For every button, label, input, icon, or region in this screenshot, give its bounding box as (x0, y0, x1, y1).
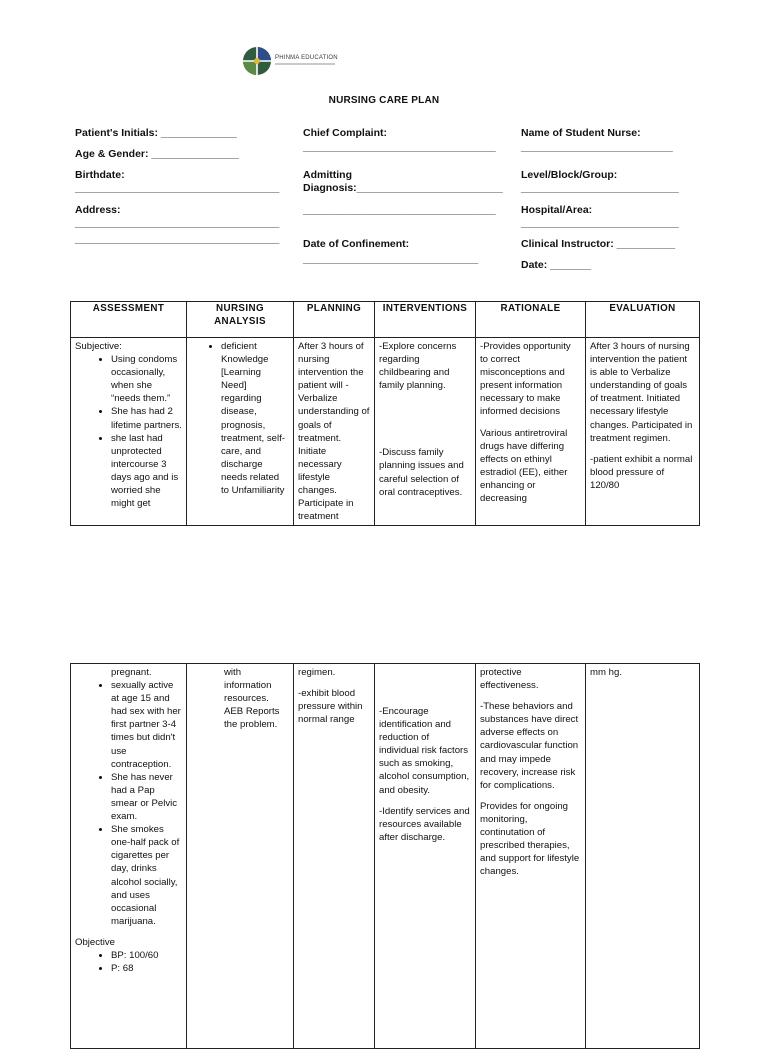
hospital-area-label: Hospital/Area: (521, 204, 593, 216)
planning-cell (294, 338, 375, 526)
evaluation-text: mm hg. (590, 667, 622, 678)
table-header-row (71, 302, 700, 338)
objective-label: Objective (75, 936, 115, 948)
rationale-text: -Provides opportunity to correct misconceptions and present information necessary to make informed decisions (480, 341, 571, 418)
table-row (71, 664, 700, 1049)
list-item: • she last had unprotected intercourse 3 days ago and is worried she might get (111, 432, 182, 511)
rationale-text: -These behaviors and substances have direct adverse effects on cardiovascular function and may impede recovery, increase risk for complications. (480, 701, 579, 791)
logo-globe-icon (242, 46, 272, 76)
evaluation-cell (586, 664, 700, 1049)
intervention-text: -Encourage identification and reduction of individual risk factors such as smoking, alcohol consumption, and obesity. (379, 706, 470, 796)
header-planning: PLANNING (294, 302, 375, 338)
assessment-cell (71, 664, 187, 1049)
patient-initials-field[interactable]: Patient's Initials: _____________ (75, 127, 237, 139)
header-rationale: RATIONALE (476, 302, 586, 338)
header-interventions: INTERVENTIONS (375, 302, 476, 338)
header-nursing-analysis: NURSING ANALYSIS (187, 302, 294, 338)
subjective-label: Subjective: (75, 341, 122, 352)
birthdate-label: Birthdate: (75, 169, 125, 181)
date-confinement-field[interactable]: ______________________________ (303, 253, 479, 265)
list-item: • deficient Knowledge [Learning Need] regarding disease, prognosis, treatment, self-care, and discharge needs related to Unfamiliarity (221, 340, 289, 497)
rationale-cell (476, 664, 586, 1049)
interventions-cell (375, 338, 476, 526)
planning-cell (294, 664, 375, 1049)
date-confinement-label: Date of Confinement: (303, 238, 410, 250)
care-plan-table-page1 (70, 301, 700, 526)
address-field-line2[interactable]: ___________________________________ (75, 233, 280, 245)
list-item: • She smokes one-half pack of cigarettes per day, drinks alcohol socially, and uses occasional marijuana. (111, 823, 182, 928)
evaluation-text: After 3 hours of nursing intervention the patient is able to Verbalize understanding of goals of treatment. Initiated necessary lifestyle changes. Participated in treatment regimen. (590, 341, 693, 444)
clinical-instructor-field[interactable]: Clinical Instructor: __________ (521, 238, 676, 250)
admitting-diagnosis-field[interactable]: Diagnosis:_________________________ (303, 182, 503, 194)
intervention-text: -Discuss family planning issues and careful selection of oral contraceptives. (379, 447, 464, 498)
level-block-field[interactable]: ___________________________ (521, 182, 679, 194)
phinma-logo (242, 46, 342, 76)
chief-complaint-field[interactable]: _________________________________ (303, 141, 496, 153)
planning-text: regimen. (298, 667, 336, 678)
planning-text: After 3 hours of nursing intervention the patient will -Verbalize understanding of goals of treatment. Initiate necessary lifestyle changes. Participate in treatment (298, 341, 370, 523)
table-row (71, 338, 700, 526)
address-label: Address: (75, 204, 121, 216)
list-item: • P: 68 (111, 962, 182, 975)
birthdate-field[interactable]: ___________________________________ (75, 182, 280, 194)
admitting-label: Admitting (303, 169, 352, 181)
care-plan-table-page2 (70, 663, 700, 1049)
list-item: • sexually active at age 15 and had sex with her first partner 3-4 times but didn't use contraception. (111, 679, 182, 771)
rationale-text: protective effectiveness. (480, 667, 539, 692)
assessment-cell (71, 338, 187, 526)
header-assessment: ASSESSMENT (71, 302, 187, 338)
assessment-continuation: pregnant. (111, 667, 152, 678)
chief-complaint-label: Chief Complaint: (303, 127, 387, 139)
document-title: NURSING CARE PLAN (328, 95, 440, 106)
list-item: • Using condoms occasionally, when she “needs them.” (111, 353, 182, 405)
list-item: • BP: 100/60 (111, 949, 182, 962)
student-nurse-field[interactable]: __________________________ (521, 141, 673, 153)
address-field-line1[interactable]: ___________________________________ (75, 217, 280, 229)
logo-text: PHINMA EDUCATION (275, 55, 338, 61)
rationale-text: Provides for ongoing monitoring, continutation of prescribed therapies, and support for lifestyle changes. (480, 800, 580, 878)
logo-tagline-bar (275, 63, 335, 65)
rationale-text: Various antiretroviral drugs have differing effects on ethinyl estradiol (EE), either enhancing or decreasing (480, 427, 568, 505)
list-item: • She has never had a Pap smear or Pelvic exam. (111, 771, 182, 823)
planning-text: -exhibit blood pressure within normal range (298, 688, 363, 726)
header-evaluation: EVALUATION (586, 302, 700, 338)
evaluation-text: -patient exhibit a normal blood pressure of 120/80 (590, 453, 693, 491)
level-block-label: Level/Block/Group: (521, 169, 618, 181)
rationale-cell (476, 338, 586, 526)
intervention-text: -Identify services and resources available after discharge. (379, 805, 470, 843)
intervention-text: -Explore concerns regarding childbearing and family planning. (379, 341, 457, 392)
list-item: • She has had 2 lifetime partners. (111, 405, 182, 431)
blank-field-line[interactable]: _________________________________ (303, 204, 496, 216)
student-nurse-label: Name of Student Nurse: (521, 127, 641, 139)
date-field[interactable]: Date: _______ (521, 259, 592, 271)
hospital-area-field[interactable]: ___________________________ (521, 217, 679, 229)
nursing-analysis-cell (187, 664, 294, 1049)
age-gender-field[interactable]: Age & Gender: _______________ (75, 148, 240, 160)
nursing-analysis-cell (187, 338, 294, 526)
evaluation-cell (586, 338, 700, 526)
interventions-cell (375, 664, 476, 1049)
analysis-continuation: with information resources. AEB Reports the problem. (224, 667, 280, 731)
